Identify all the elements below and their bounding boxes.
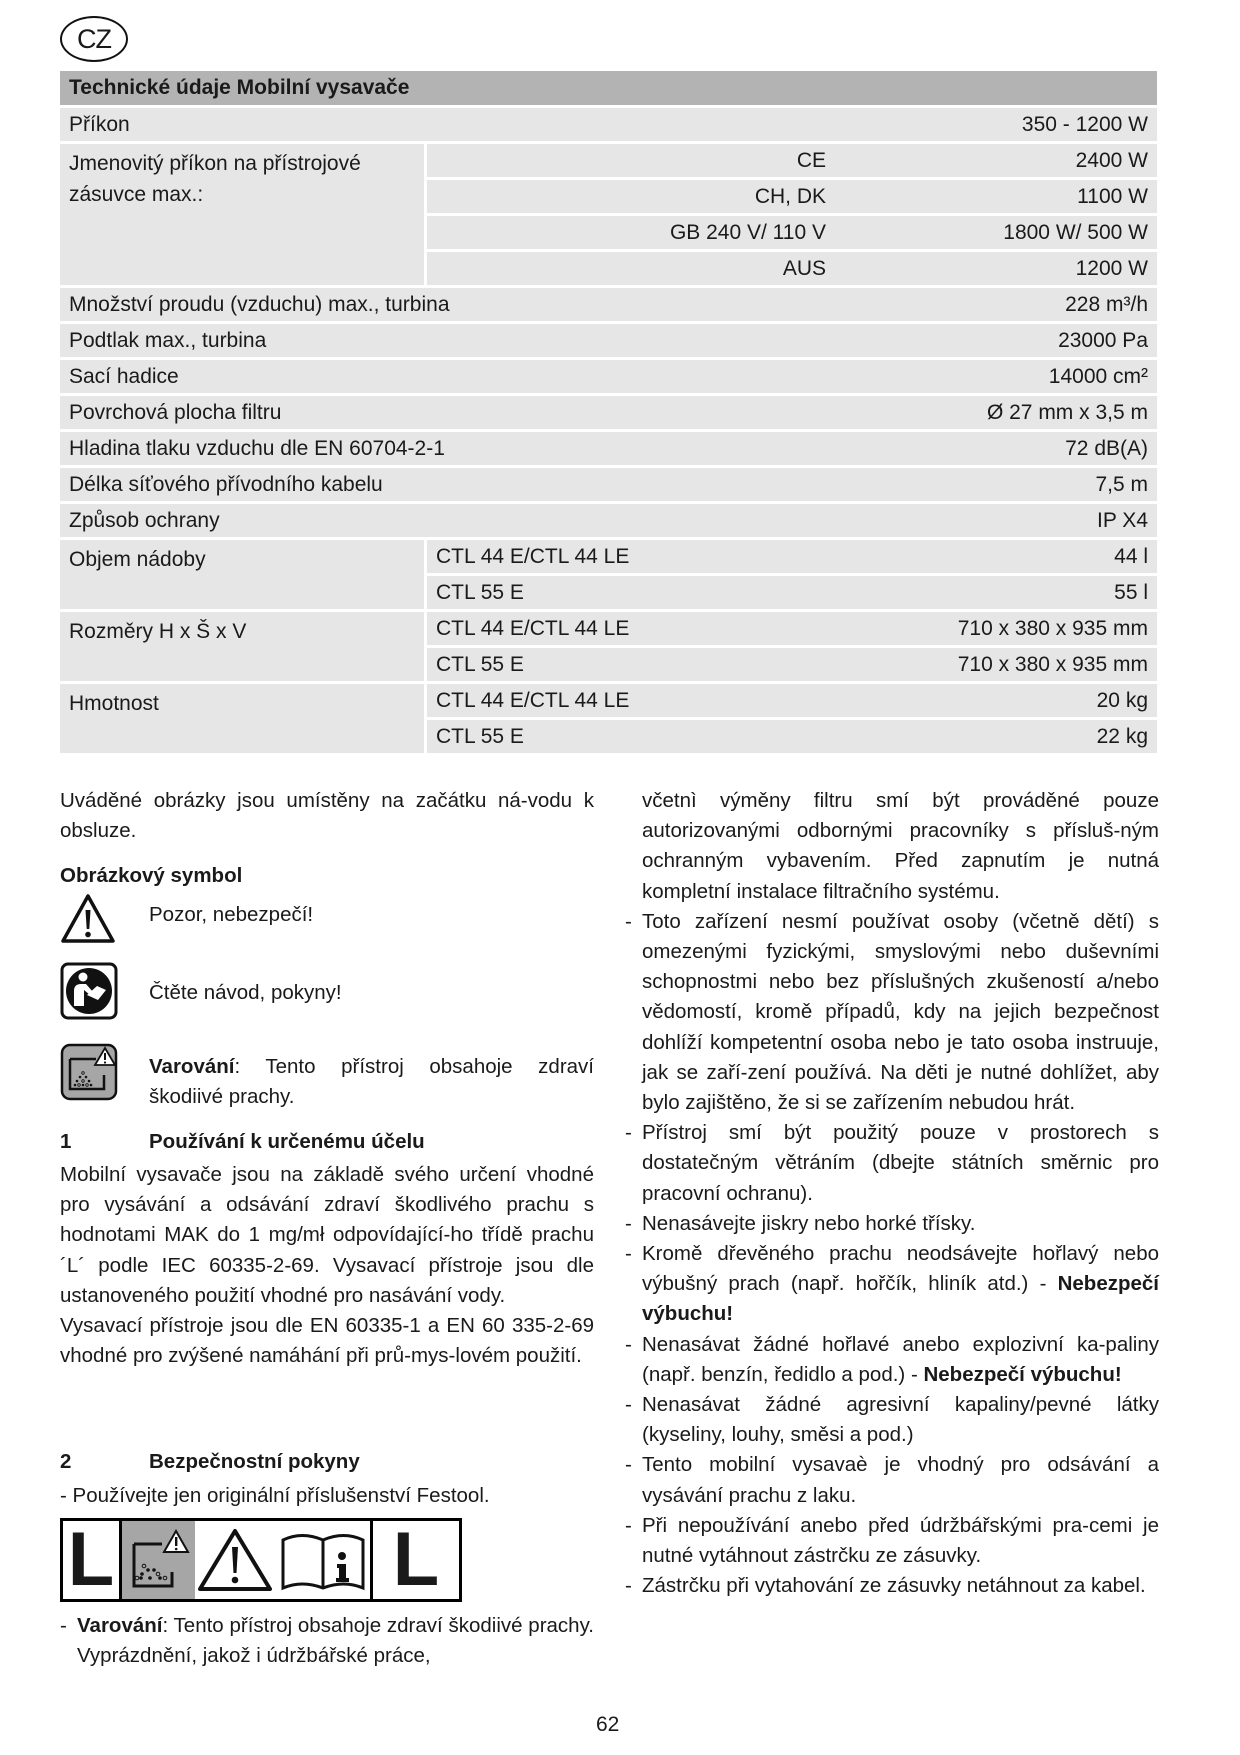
row-value: 710 x 380 x 935 mm xyxy=(957,616,1148,640)
section-1-body xyxy=(60,1160,594,1371)
table-row xyxy=(60,396,1157,429)
symbol-read-text: Čtěte návod, pokyny! xyxy=(149,981,342,1004)
section-title: Bezpečnostní pokyny xyxy=(149,1450,360,1473)
class-l-right xyxy=(373,1517,459,1602)
bullet-item xyxy=(625,1330,1159,1390)
row-label: Hmotnost xyxy=(60,684,424,753)
read-manual-icon xyxy=(60,962,118,1020)
bullet-text: Nenasávat žádné hořlavé anebo explozivní ka-paliny (např. benzín, ředidlo a pod.) - xyxy=(642,1332,1159,1386)
row-value: 55 l xyxy=(1114,580,1148,604)
bullet-text: Nenasávejte jiskry nebo horké třísky. xyxy=(642,1211,976,1235)
row-value: 20 kg xyxy=(1096,688,1148,712)
table-title: Technické údaje Mobilní vysavače xyxy=(60,71,1157,105)
spec-table xyxy=(57,68,1160,756)
row-label: Podtlak max., turbina xyxy=(69,328,267,352)
bullet-dash: - xyxy=(625,1211,632,1235)
row-label: Hladina tlaku vzduchu dle EN 60704-2-1 xyxy=(69,436,445,460)
row-value: IP X4 xyxy=(1097,508,1148,532)
bullet-text: : Tento přístroj obsahoje zdraví škodiivé prachy. Vyprázdnění, jakož i údržbářské práce, xyxy=(77,1614,594,1668)
bullet-text: Přístroj smí být použitý pouze v prostorech s dostatečným větráním (dbejte státních směrnic pro pracovní ochranu). xyxy=(642,1121,1159,1205)
row-value: 23000 Pa xyxy=(1058,328,1148,352)
bullet-text: Toto zařízení nesmí používat osoby (včetně dětí) s omezenými fyzickými, smyslovými nebo duševními schopnostmi nebo bez příslušných zkušeností a/nebo vědomostí, kromě případů, kdy na jejich bezpečnost dohlíží kompetentní osoba nebo je tato osoba instruuje, jak se zaří-zení používá. Na děti je nutné dohlížet, aby bylo zajištěno, že si se zařízením nebudou hrát. xyxy=(642,909,1159,1115)
bullet-dash: - xyxy=(60,1614,67,1637)
bullet-dash: - xyxy=(625,1393,632,1417)
safety-list xyxy=(625,786,1159,1601)
table-row xyxy=(60,360,1157,393)
table-header-row xyxy=(60,71,1157,105)
row-value: 1200 W xyxy=(1075,256,1148,280)
symbol-dust-text xyxy=(149,1052,594,1112)
table-row xyxy=(60,288,1157,321)
row-value: 14000 cm² xyxy=(1048,364,1148,388)
bullet-dash: - xyxy=(625,1332,632,1356)
bullet-dash: - xyxy=(625,1242,632,1266)
bullet-item xyxy=(625,1209,1159,1239)
symbol-danger-text: Pozor, nebezpečí! xyxy=(149,903,314,926)
table-row xyxy=(60,468,1157,501)
bullet-text: Tento mobilní vysavaè je vhodný pro odsávání a vysávání prachu z laku. xyxy=(642,1453,1159,1507)
table-row xyxy=(60,324,1157,357)
bullet-item xyxy=(625,1239,1159,1330)
bullet-dash: - xyxy=(625,909,632,933)
table-row xyxy=(60,432,1157,465)
model: CTL 55 E xyxy=(436,652,524,676)
bullet-text: Při nepoužívání anebo před údržbářskými pra-cemi je nutné vytáhnout zástrčku ze zásuvky. xyxy=(642,1513,1159,1568)
dust-class-label-strip xyxy=(60,1518,462,1602)
section-title: Používání k určenému účelu xyxy=(149,1130,425,1153)
section-1-heading xyxy=(60,1130,425,1154)
bullet-text: Nenasávat žádné agresivní kapaliny/pevné látky (kyseliny, louhy, směsi a pod.) xyxy=(642,1393,1159,1447)
language-code: CZ xyxy=(77,23,111,54)
row-value: Ø 27 mm x 3,5 m xyxy=(986,400,1148,424)
warning-label: Varování xyxy=(149,1055,235,1078)
region: AUS xyxy=(782,256,826,280)
bullet-text: Kromě dřevěného prachu neodsávejte hořlavý nebo výbušný prach (např. hořčík, hliník atd.) - xyxy=(642,1242,1159,1296)
row-label: Sací hadice xyxy=(69,364,179,388)
bullet-item xyxy=(625,1390,1159,1450)
read-manual-info-icon xyxy=(275,1521,373,1599)
row-label: Délka síťového přívodního kabelu xyxy=(69,472,383,496)
row-value: 7,5 m xyxy=(1095,472,1148,496)
page-number: 62 xyxy=(596,1713,620,1736)
hazardous-dust-icon xyxy=(122,1521,195,1599)
bullet-item xyxy=(625,1450,1159,1510)
table-row xyxy=(60,612,1157,645)
model: CTL 44 E/CTL 44 LE xyxy=(436,544,630,568)
bullet-continuation: včetnì výměny filtru smí být prováděné pouze autorizovanými odbornými pracovníky s přísluš-ným ochranným vybavením. Před zapnutím je nutná kompletní instalace filtračního systému. xyxy=(642,789,1159,903)
row-label: Množství proudu (vzduchu) max., turbina xyxy=(69,292,450,316)
bullet-item xyxy=(60,1611,594,1671)
model: CTL 55 E xyxy=(436,724,524,748)
symbols-heading: Obrázkový symbol xyxy=(60,864,243,887)
language-badge xyxy=(60,16,128,62)
class-l-left xyxy=(63,1517,122,1602)
table-row xyxy=(60,108,1157,141)
bullet-item xyxy=(60,1481,594,1511)
paragraph: Vysavací přístroje jsou dle EN 60335-1 a EN 60 335-2-69 vhodné pro zvýšené namáhání při prů-mys-lovém použití. xyxy=(60,1314,594,1368)
class-letter: L xyxy=(392,1517,440,1602)
region: CE xyxy=(796,148,826,172)
row-value: 350 - 1200 W xyxy=(1021,112,1148,136)
row-label: Povrchová plocha filtru xyxy=(69,400,282,424)
model: CTL 44 E/CTL 44 LE xyxy=(436,688,630,712)
bullet-dash: - xyxy=(60,1484,67,1507)
bullet-text: Používejte jen originální příslušenství Festool. xyxy=(72,1484,490,1507)
warning-text: : Tento přístroj obsahoje zdraví škodiivé prachy. xyxy=(149,1055,594,1109)
row-label: Způsob ochrany xyxy=(69,508,220,532)
row-value: 1800 W/ 500 W xyxy=(1003,220,1148,244)
model: CTL 44 E/CTL 44 LE xyxy=(436,616,630,640)
bullet-dash: - xyxy=(625,1121,632,1145)
region: CH, DK xyxy=(754,184,826,208)
intro-text: Uváděné obrázky jsou umístěny na začátku ná-vodu k obsluze. xyxy=(60,789,594,843)
bullet-dash: - xyxy=(625,1574,632,1598)
explosion-warning: Nebezpečí výbuchu! xyxy=(923,1362,1122,1386)
bullet-text: Zástrčku při vytahování ze zásuvky netáhnout za kabel. xyxy=(642,1574,1146,1598)
section-number: 2 xyxy=(60,1450,72,1473)
section-2-heading xyxy=(60,1450,360,1474)
warning-triangle-icon xyxy=(195,1521,275,1599)
row-value: 1100 W xyxy=(1077,184,1148,208)
row-value: 44 l xyxy=(1114,544,1148,568)
row-label: Jmenovitý příkon na přístrojové zásuvce max.: xyxy=(60,144,424,285)
warning-triangle-icon xyxy=(60,893,116,945)
bullet-item xyxy=(625,1571,1159,1601)
hazardous-dust-icon xyxy=(60,1043,118,1101)
class-letter: L xyxy=(67,1517,115,1602)
model: CTL 55 E xyxy=(436,580,524,604)
warning-label: Varování xyxy=(77,1614,163,1637)
paragraph: Mobilní vysavače jsou na základě svého určení vhodné pro vysávání a odsávání zdraví škodlivého prachu s hodnotami MAK do 1 mg/mł odpovídající-ho třídě prachu ´L´ podle IEC 60335-2-69. Vysavací přístroje jsou dle ustanoveného použití vhodné pro nasávání vody. xyxy=(60,1163,594,1307)
bullet-dash: - xyxy=(625,1453,632,1477)
section-number: 1 xyxy=(60,1130,72,1153)
row-value: 72 dB(A) xyxy=(1065,436,1148,460)
table-row xyxy=(60,504,1157,537)
table-row xyxy=(60,540,1157,573)
row-label: Objem nádoby xyxy=(60,540,424,609)
region: GB 240 V/ 110 V xyxy=(669,220,826,244)
bullet-item xyxy=(625,1511,1159,1571)
bullet-dash: - xyxy=(625,1513,632,1537)
explosion-warning: Nebezpečí výbuchu! xyxy=(642,1272,1159,1326)
row-value: 22 kg xyxy=(1096,724,1148,748)
table-row xyxy=(60,684,1157,717)
bullet-item xyxy=(625,1118,1159,1209)
row-label: Příkon xyxy=(69,112,130,136)
row-value: 710 x 380 x 935 mm xyxy=(957,652,1148,676)
row-value: 2400 W xyxy=(1075,148,1148,172)
row-value: 228 m³/h xyxy=(1065,292,1148,316)
row-label: Rozměry H x Š x V xyxy=(60,612,424,681)
table-row xyxy=(60,144,1157,177)
bullet-item xyxy=(625,907,1159,1118)
